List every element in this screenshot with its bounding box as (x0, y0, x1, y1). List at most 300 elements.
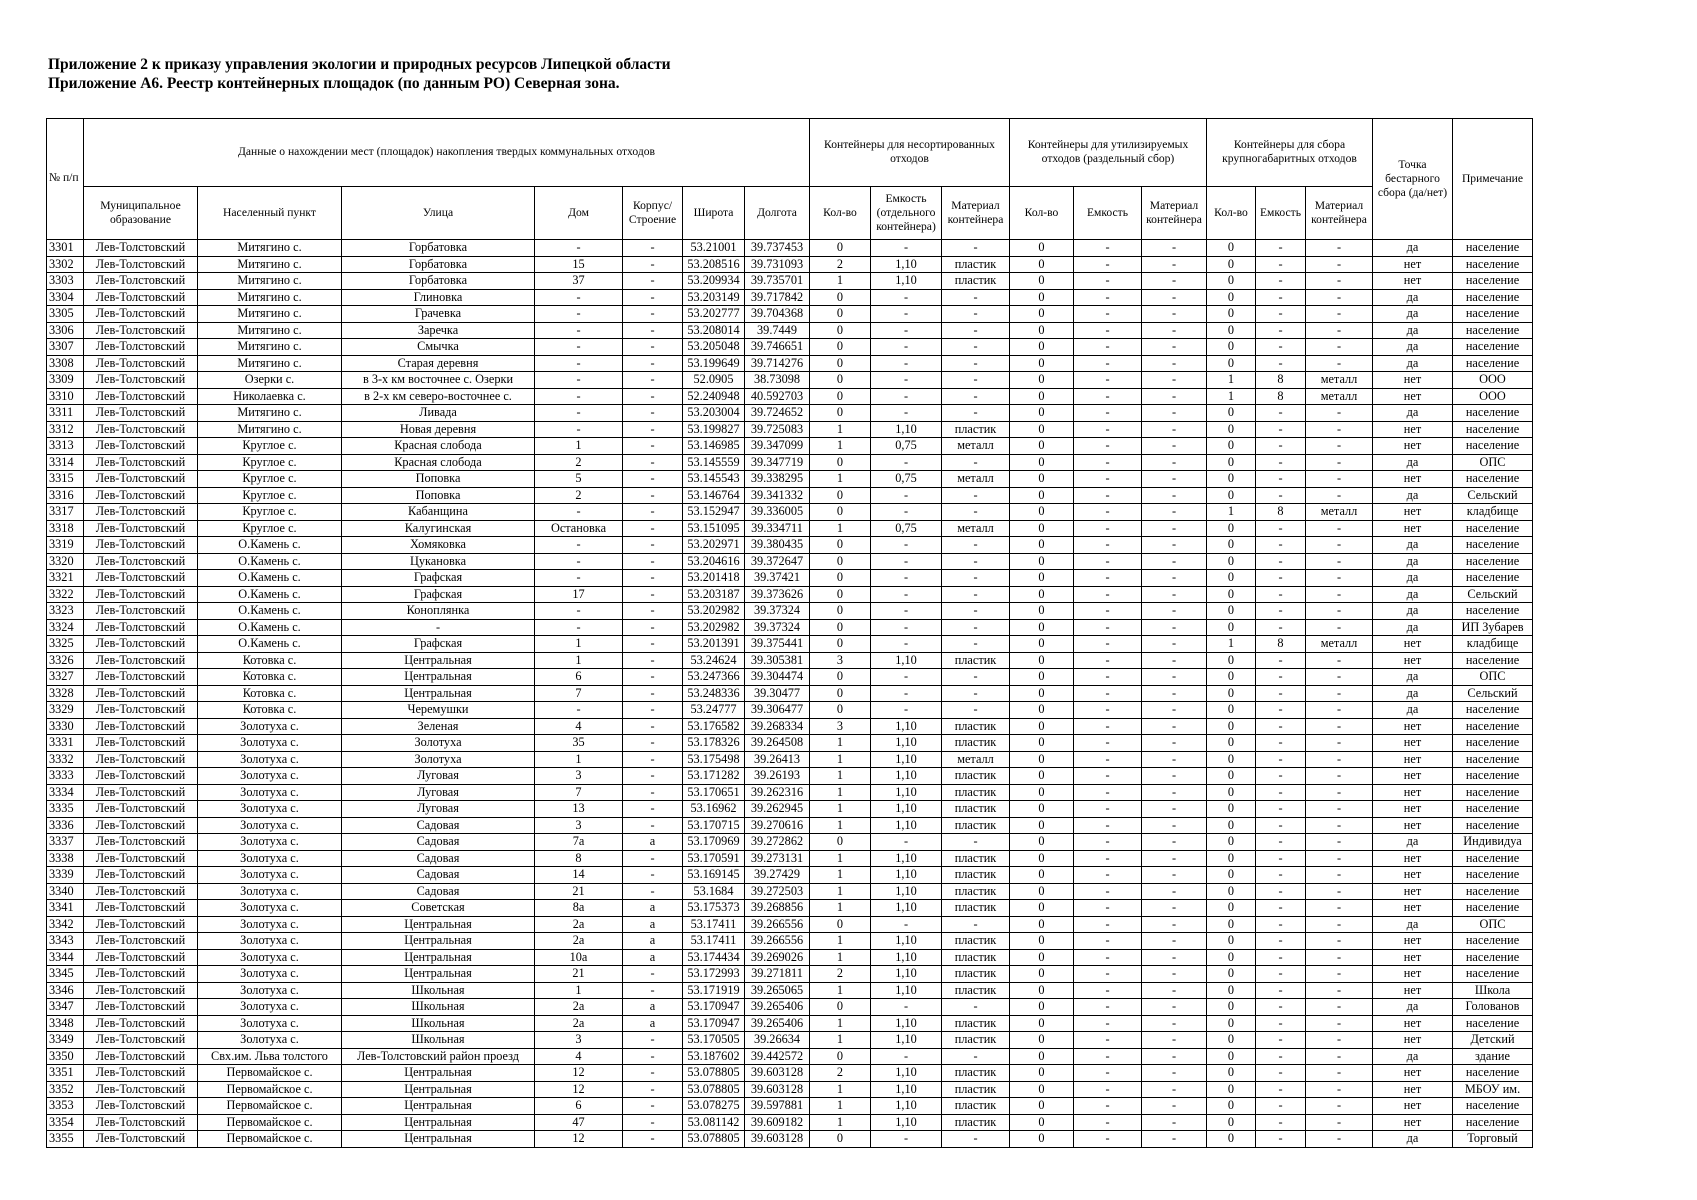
cell-unsorted-capacity: - (871, 405, 942, 422)
cell-longitude: 39.268856 (745, 900, 810, 917)
cell-bulk-point: нет (1373, 867, 1453, 884)
cell-bulky-capacity: - (1256, 850, 1306, 867)
cell-unsorted-count: 2 (810, 1065, 871, 1082)
cell-house: 2а (535, 916, 623, 933)
cell-bulky-capacity: - (1256, 256, 1306, 273)
cell-bulky-count: 0 (1207, 322, 1256, 339)
cell-bulky-capacity: - (1256, 982, 1306, 999)
cell-unsorted-capacity: 0,75 (871, 520, 942, 537)
table-row (47, 999, 1533, 1016)
cell-longitude: 39.26634 (745, 1032, 810, 1049)
cell-unsorted-count: 1 (810, 751, 871, 768)
cell-recyclable-material: - (1142, 999, 1207, 1016)
cell-unsorted-count: 0 (810, 504, 871, 521)
cell-longitude: 39.603128 (745, 1065, 810, 1082)
cell-bulky-capacity: - (1256, 454, 1306, 471)
table-row (47, 1048, 1533, 1065)
cell-street: Центральная (342, 652, 535, 669)
cell-bulky-capacity: - (1256, 801, 1306, 818)
cell-settlement: Золотуха с. (198, 817, 342, 834)
cell-recyclable-capacity: - (1074, 850, 1142, 867)
cell-latitude: 53.175373 (683, 900, 745, 917)
table-row (47, 256, 1533, 273)
cell-street: Поповка (342, 487, 535, 504)
cell-street: Центральная (342, 1081, 535, 1098)
cell-longitude: 39.341332 (745, 487, 810, 504)
cell-house: 12 (535, 1065, 623, 1082)
cell-municipality: Лев-Толстовский (84, 801, 198, 818)
cell-recyclable-capacity: - (1074, 883, 1142, 900)
table-row (47, 355, 1533, 372)
table-row (47, 487, 1533, 504)
table-row (47, 553, 1533, 570)
cell-latitude: 53.175498 (683, 751, 745, 768)
cell-recyclable-material: - (1142, 702, 1207, 719)
cell-municipality: Лев-Толстовский (84, 1114, 198, 1131)
cell-bulky-capacity: - (1256, 1114, 1306, 1131)
cell-longitude: 39.714276 (745, 355, 810, 372)
cell-house: 12 (535, 1131, 623, 1148)
cell-recyclable-material: - (1142, 949, 1207, 966)
cell-bulky-count: 0 (1207, 273, 1256, 290)
cell-bulky-material: - (1306, 735, 1373, 752)
cell-latitude: 53.146764 (683, 487, 745, 504)
table-row (47, 801, 1533, 818)
table-row (47, 586, 1533, 603)
cell-recyclable-material: - (1142, 850, 1207, 867)
cell-building: - (623, 454, 683, 471)
cell-unsorted-count: 1 (810, 1015, 871, 1032)
cell-recyclable-material: - (1142, 636, 1207, 653)
cell-recyclable-count: 0 (1010, 570, 1074, 587)
cell-bulky-material: - (1306, 1065, 1373, 1082)
cell-bulky-material: - (1306, 471, 1373, 488)
cell-bulk-point: да (1373, 1048, 1453, 1065)
cell-bulky-capacity: - (1256, 949, 1306, 966)
cell-unsorted-count: 1 (810, 421, 871, 438)
cell-latitude: 53.146985 (683, 438, 745, 455)
cell-row-number: 3306 (47, 322, 84, 339)
cell-longitude: 39.704368 (745, 306, 810, 323)
cell-house: - (535, 355, 623, 372)
cell-settlement: Митягино с. (198, 322, 342, 339)
cell-recyclable-material: - (1142, 801, 1207, 818)
cell-building: - (623, 388, 683, 405)
cell-bulky-count: 0 (1207, 240, 1256, 257)
table-row (47, 322, 1533, 339)
cell-bulky-material: - (1306, 982, 1373, 999)
cell-note: Торговый (1453, 1131, 1533, 1148)
cell-bulky-capacity: - (1256, 768, 1306, 785)
cell-unsorted-material: пластик (942, 1065, 1010, 1082)
cell-building: - (623, 405, 683, 422)
cell-street: Глиновка (342, 289, 535, 306)
cell-bulk-point: да (1373, 537, 1453, 554)
cell-recyclable-count: 0 (1010, 619, 1074, 636)
cell-latitude: 53.24777 (683, 702, 745, 719)
cell-latitude: 53.203149 (683, 289, 745, 306)
cell-bulky-count: 0 (1207, 801, 1256, 818)
cell-settlement: О.Камень с. (198, 586, 342, 603)
cell-recyclable-capacity: - (1074, 801, 1142, 818)
cell-bulky-capacity: - (1256, 834, 1306, 851)
cell-settlement: Первомайское с. (198, 1065, 342, 1082)
cell-bulk-point: нет (1373, 883, 1453, 900)
cell-house: 1 (535, 438, 623, 455)
cell-unsorted-material: пластик (942, 1032, 1010, 1049)
cell-bulky-material: металл (1306, 372, 1373, 389)
cell-unsorted-count: 1 (810, 850, 871, 867)
cell-bulky-capacity: - (1256, 586, 1306, 603)
cell-bulky-count: 0 (1207, 405, 1256, 422)
cell-settlement: Первомайское с. (198, 1131, 342, 1148)
cell-municipality: Лев-Толстовский (84, 454, 198, 471)
cell-unsorted-count: 1 (810, 817, 871, 834)
cell-bulky-capacity: - (1256, 999, 1306, 1016)
cell-recyclable-count: 0 (1010, 322, 1074, 339)
cell-recyclable-count: 0 (1010, 999, 1074, 1016)
cell-bulk-point: да (1373, 240, 1453, 257)
cell-bulky-capacity: - (1256, 718, 1306, 735)
cell-bulky-material: - (1306, 240, 1373, 257)
cell-bulky-material: - (1306, 933, 1373, 950)
cell-bulk-point: нет (1373, 520, 1453, 537)
cell-house: 3 (535, 768, 623, 785)
header-settlement: Населенный пункт (198, 186, 342, 239)
cell-settlement: Круглое с. (198, 520, 342, 537)
cell-bulky-capacity: - (1256, 619, 1306, 636)
table-row (47, 289, 1533, 306)
cell-longitude: 39.731093 (745, 256, 810, 273)
cell-recyclable-capacity: - (1074, 504, 1142, 521)
cell-building: - (623, 702, 683, 719)
cell-municipality: Лев-Толстовский (84, 471, 198, 488)
cell-bulk-point: да (1373, 487, 1453, 504)
cell-row-number: 3339 (47, 867, 84, 884)
cell-bulky-material: - (1306, 273, 1373, 290)
cell-municipality: Лев-Толстовский (84, 867, 198, 884)
cell-note: Индивидуа (1453, 834, 1533, 851)
cell-unsorted-count: 3 (810, 652, 871, 669)
cell-settlement: Николаевка с. (198, 388, 342, 405)
cell-municipality: Лев-Толстовский (84, 273, 198, 290)
cell-longitude: 39.7449 (745, 322, 810, 339)
cell-bulky-material: - (1306, 850, 1373, 867)
cell-bulky-count: 0 (1207, 784, 1256, 801)
cell-recyclable-count: 0 (1010, 702, 1074, 719)
cell-longitude: 39.373626 (745, 586, 810, 603)
cell-recyclable-capacity: - (1074, 685, 1142, 702)
table-row (47, 867, 1533, 884)
cell-bulky-count: 0 (1207, 1015, 1256, 1032)
cell-row-number: 3316 (47, 487, 84, 504)
cell-longitude: 39.265406 (745, 1015, 810, 1032)
cell-unsorted-material: - (942, 999, 1010, 1016)
cell-unsorted-capacity: 1,10 (871, 768, 942, 785)
cell-unsorted-count: 0 (810, 834, 871, 851)
cell-latitude: 53.171282 (683, 768, 745, 785)
cell-house: 17 (535, 586, 623, 603)
cell-house: 1 (535, 982, 623, 999)
cell-unsorted-material: пластик (942, 1098, 1010, 1115)
cell-recyclable-material: - (1142, 438, 1207, 455)
cell-unsorted-count: 0 (810, 1131, 871, 1148)
cell-bulky-capacity: - (1256, 1065, 1306, 1082)
table-row (47, 1065, 1533, 1082)
cell-recyclable-capacity: - (1074, 1098, 1142, 1115)
cell-bulk-point: нет (1373, 718, 1453, 735)
cell-note: население (1453, 438, 1533, 455)
cell-recyclable-count: 0 (1010, 916, 1074, 933)
cell-bulk-point: нет (1373, 421, 1453, 438)
cell-bulky-capacity: - (1256, 471, 1306, 488)
cell-settlement: Золотуха с. (198, 883, 342, 900)
cell-note: население (1453, 1098, 1533, 1115)
cell-bulky-count: 0 (1207, 520, 1256, 537)
cell-recyclable-count: 0 (1010, 471, 1074, 488)
cell-recyclable-material: - (1142, 372, 1207, 389)
cell-recyclable-count: 0 (1010, 273, 1074, 290)
cell-street: Графская (342, 570, 535, 587)
cell-row-number: 3315 (47, 471, 84, 488)
cell-longitude: 39.372647 (745, 553, 810, 570)
cell-building: - (623, 487, 683, 504)
cell-latitude: 53.201391 (683, 636, 745, 653)
cell-note: Голованов (1453, 999, 1533, 1016)
cell-house: 8а (535, 900, 623, 917)
cell-recyclable-material: - (1142, 388, 1207, 405)
cell-house: 2а (535, 1015, 623, 1032)
cell-municipality: Лев-Толстовский (84, 718, 198, 735)
cell-note: Сельский (1453, 586, 1533, 603)
cell-recyclable-capacity: - (1074, 966, 1142, 983)
cell-longitude: 39.334711 (745, 520, 810, 537)
cell-note: население (1453, 933, 1533, 950)
cell-bulky-capacity: - (1256, 553, 1306, 570)
cell-note: здание (1453, 1048, 1533, 1065)
cell-note: население (1453, 570, 1533, 587)
table-row (47, 388, 1533, 405)
cell-row-number: 3322 (47, 586, 84, 603)
cell-municipality: Лев-Толстовский (84, 900, 198, 917)
cell-street: Центральная (342, 916, 535, 933)
cell-longitude: 39.603128 (745, 1131, 810, 1148)
cell-bulky-material: - (1306, 256, 1373, 273)
cell-house: 2а (535, 999, 623, 1016)
cell-recyclable-material: - (1142, 718, 1207, 735)
cell-unsorted-capacity: 1,10 (871, 1015, 942, 1032)
cell-note: население (1453, 256, 1533, 273)
cell-latitude: 53.078805 (683, 1131, 745, 1148)
cell-recyclable-capacity: - (1074, 751, 1142, 768)
cell-unsorted-material: - (942, 702, 1010, 719)
cell-bulky-capacity: - (1256, 487, 1306, 504)
cell-settlement: Первомайское с. (198, 1098, 342, 1115)
cell-recyclable-capacity: - (1074, 570, 1142, 587)
cell-unsorted-material: - (942, 454, 1010, 471)
cell-street: Черемушки (342, 702, 535, 719)
cell-bulk-point: да (1373, 289, 1453, 306)
cell-unsorted-material: пластик (942, 966, 1010, 983)
cell-bulky-capacity: - (1256, 900, 1306, 917)
table-row (47, 1098, 1533, 1115)
cell-settlement: О.Камень с. (198, 570, 342, 587)
cell-municipality: Лев-Толстовский (84, 504, 198, 521)
cell-bulky-material: - (1306, 537, 1373, 554)
cell-municipality: Лев-Толстовский (84, 1081, 198, 1098)
cell-building: - (623, 685, 683, 702)
cell-bulky-material: - (1306, 520, 1373, 537)
cell-recyclable-material: - (1142, 1131, 1207, 1148)
cell-municipality: Лев-Толстовский (84, 636, 198, 653)
cell-latitude: 53.178326 (683, 735, 745, 752)
cell-building: - (623, 801, 683, 818)
cell-house: 35 (535, 735, 623, 752)
cell-unsorted-count: 0 (810, 685, 871, 702)
cell-building: - (623, 306, 683, 323)
page-title (48, 55, 671, 93)
cell-unsorted-count: 2 (810, 966, 871, 983)
cell-bulk-point: нет (1373, 768, 1453, 785)
cell-recyclable-count: 0 (1010, 1032, 1074, 1049)
cell-bulky-capacity: - (1256, 306, 1306, 323)
cell-longitude: 39.27429 (745, 867, 810, 884)
cell-settlement: Митягино с. (198, 306, 342, 323)
cell-longitude: 39.603128 (745, 1081, 810, 1098)
cell-unsorted-count: 0 (810, 603, 871, 620)
cell-street: Советская (342, 900, 535, 917)
cell-bulk-point: нет (1373, 1065, 1453, 1082)
cell-longitude: 39.266556 (745, 916, 810, 933)
table-row (47, 883, 1533, 900)
title-line-1: Приложение 2 к приказу управления экологии и природных ресурсов Липецкой области (48, 56, 671, 73)
header-recyclable-material: Материал контейнера (1142, 186, 1207, 239)
cell-unsorted-material: пластик (942, 867, 1010, 884)
cell-row-number: 3340 (47, 883, 84, 900)
cell-row-number: 3308 (47, 355, 84, 372)
cell-street: Смычка (342, 339, 535, 356)
cell-street: Центральная (342, 669, 535, 686)
cell-longitude: 39.273131 (745, 850, 810, 867)
cell-latitude: 53.078805 (683, 1081, 745, 1098)
cell-bulky-capacity: - (1256, 537, 1306, 554)
cell-bulky-count: 1 (1207, 372, 1256, 389)
cell-recyclable-material: - (1142, 1065, 1207, 1082)
cell-bulk-point: нет (1373, 784, 1453, 801)
cell-recyclable-capacity: - (1074, 487, 1142, 504)
cell-house: 2а (535, 933, 623, 950)
cell-note: население (1453, 949, 1533, 966)
cell-municipality: Лев-Толстовский (84, 619, 198, 636)
cell-bulky-material: - (1306, 306, 1373, 323)
cell-latitude: 53.078805 (683, 1065, 745, 1082)
cell-recyclable-capacity: - (1074, 784, 1142, 801)
cell-bulky-material: - (1306, 1015, 1373, 1032)
cell-bulky-material: - (1306, 1114, 1373, 1131)
cell-settlement: Свх.им. Льва толстого (198, 1048, 342, 1065)
table-row (47, 900, 1533, 917)
cell-note: Детский (1453, 1032, 1533, 1049)
cell-longitude: 39.737453 (745, 240, 810, 257)
cell-street: Графская (342, 586, 535, 603)
cell-bulk-point: да (1373, 405, 1453, 422)
cell-building: - (623, 504, 683, 521)
cell-note: население (1453, 421, 1533, 438)
cell-street: Центральная (342, 933, 535, 950)
cell-note: население (1453, 339, 1533, 356)
cell-recyclable-capacity: - (1074, 735, 1142, 752)
cell-bulk-point: нет (1373, 1032, 1453, 1049)
cell-recyclable-material: - (1142, 966, 1207, 983)
cell-unsorted-capacity: - (871, 1131, 942, 1148)
cell-note: население (1453, 306, 1533, 323)
cell-bulky-capacity: - (1256, 421, 1306, 438)
cell-building: - (623, 735, 683, 752)
cell-note: население (1453, 537, 1533, 554)
cell-building: а (623, 949, 683, 966)
cell-recyclable-material: - (1142, 339, 1207, 356)
header-building: Корпус/ Строение (623, 186, 683, 239)
cell-recyclable-capacity: - (1074, 273, 1142, 290)
cell-row-number: 3302 (47, 256, 84, 273)
cell-bulky-count: 0 (1207, 735, 1256, 752)
cell-unsorted-material: - (942, 537, 1010, 554)
cell-recyclable-count: 0 (1010, 867, 1074, 884)
cell-recyclable-count: 0 (1010, 735, 1074, 752)
cell-unsorted-material: - (942, 339, 1010, 356)
cell-bulky-material: - (1306, 553, 1373, 570)
cell-street: Грачевка (342, 306, 535, 323)
cell-bulky-count: 1 (1207, 636, 1256, 653)
cell-row-number: 3333 (47, 768, 84, 785)
cell-bulky-count: 0 (1207, 685, 1256, 702)
cell-unsorted-capacity: 1,10 (871, 867, 942, 884)
cell-note: население (1453, 520, 1533, 537)
cell-bulky-capacity: - (1256, 1081, 1306, 1098)
cell-bulky-material: - (1306, 487, 1373, 504)
cell-unsorted-capacity: - (871, 504, 942, 521)
cell-unsorted-count: 1 (810, 735, 871, 752)
cell-settlement: Круглое с. (198, 487, 342, 504)
cell-longitude: 39.266556 (745, 933, 810, 950)
cell-municipality: Лев-Толстовский (84, 586, 198, 603)
cell-recyclable-count: 0 (1010, 487, 1074, 504)
cell-recyclable-count: 0 (1010, 520, 1074, 537)
cell-building: - (623, 669, 683, 686)
cell-bulky-capacity: - (1256, 751, 1306, 768)
cell-recyclable-count: 0 (1010, 834, 1074, 851)
cell-unsorted-count: 0 (810, 636, 871, 653)
cell-note: население (1453, 273, 1533, 290)
table-row (47, 685, 1533, 702)
cell-recyclable-material: - (1142, 817, 1207, 834)
cell-recyclable-material: - (1142, 900, 1207, 917)
cell-recyclable-capacity: - (1074, 619, 1142, 636)
cell-row-number: 3347 (47, 999, 84, 1016)
cell-recyclable-count: 0 (1010, 339, 1074, 356)
cell-latitude: 53.201418 (683, 570, 745, 587)
cell-settlement: О.Камень с. (198, 636, 342, 653)
table-row (47, 504, 1533, 521)
cell-unsorted-material: пластик (942, 273, 1010, 290)
cell-bulk-point: да (1373, 619, 1453, 636)
cell-latitude: 53.202777 (683, 306, 745, 323)
cell-unsorted-count: 1 (810, 982, 871, 999)
cell-bulky-material: - (1306, 751, 1373, 768)
cell-unsorted-count: 0 (810, 306, 871, 323)
cell-bulky-count: 0 (1207, 883, 1256, 900)
cell-note: население (1453, 1114, 1533, 1131)
